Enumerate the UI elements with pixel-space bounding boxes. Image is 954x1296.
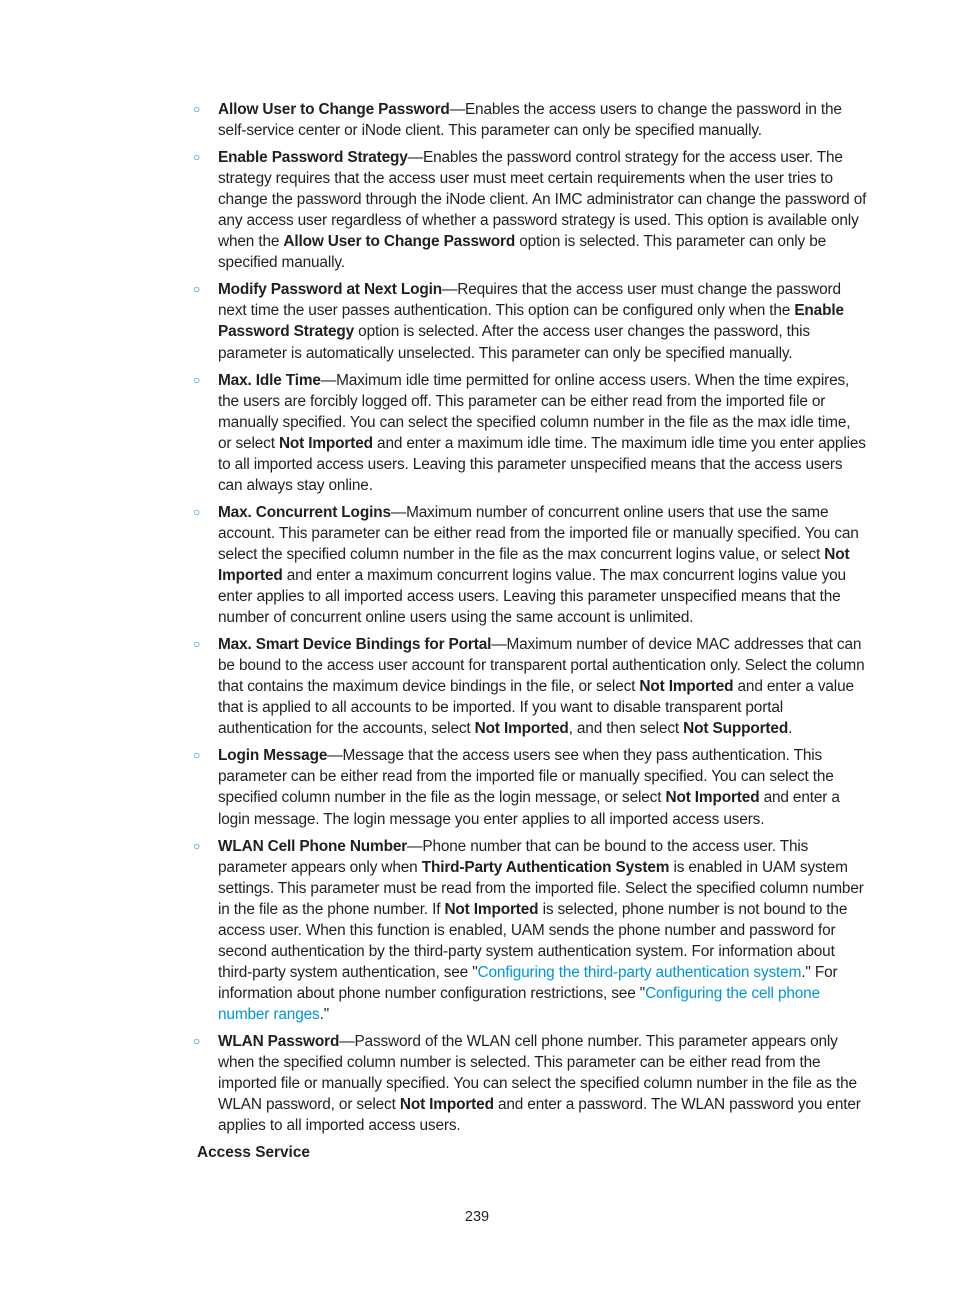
item-title: WLAN Password [218,1032,340,1050]
item-title: WLAN Cell Phone Number [218,837,408,855]
item-title: Allow User to Change Password [218,101,450,118]
item-text: . [788,720,793,738]
item-text: and enter a value that is applied to all accounts to be imported. If you want to disable transparent portal authentication for the accounts, select [218,678,854,738]
item-text: and enter a maximum idle time. The maximum idle time you enter applies to all imported access users. Leaving this parameter unspecified means that the access users can always stay online. [218,434,866,494]
page-number: 239 [464,1209,490,1225]
option-name: Third-Party Authentication System [421,858,670,876]
item-text: —Password of the WLAN cell phone number. This parameter appears only when the specified column number is selected. This parameter can be either read from the imported file or manually specified. You can select the specified column number in the file as the WLAN password, or select [218,1032,857,1114]
option-name: Not Imported [444,900,539,918]
item-text: , and then select [568,720,684,738]
item-text: —Enables the password control strategy for the access user. The strategy requires that the access user must meet certain requirements when the user tries to change the password through the iNode client. An IMC administrator can change the password of any access user regardless of whether a password strategy is used. This option is available only when the [218,149,867,251]
item-text: and enter a maximum concurrent logins value. The max concurrent logins value you enter applies to all imported access users. Leaving this parameter unspecified means that the number of concurrent online users using the same account is unlimited. [218,566,846,627]
item-title: Max. Concurrent Logins [218,503,391,521]
item-text: —Phone number that can be bound to the access user. This parameter appears only when [218,837,809,876]
item-text: —Requires that the access user must change the password next time the user passes authentication. This option can be configured only when the [218,281,841,320]
section-heading-access-service: Access Service [197,1144,310,1162]
option-name: Not Supported [683,720,789,738]
hollow-circle-icon: ○ [193,150,201,165]
option-name: Not Imported [639,678,734,696]
option-name: Not Imported [399,1096,494,1114]
hollow-circle-icon: ○ [193,748,201,763]
item-text: is enabled in UAM system settings. This parameter must be read from the imported file. Select the specified column number in the file as the phone number. If [218,858,864,918]
hollow-circle-icon: ○ [193,504,201,519]
list-item-max-smart-device-bindings [191,634,867,739]
item-text: —Message that the access users see when they pass authentication. This parameter can be either read from the imported file or manually specified. You can select the specified column number in the file as the login message, or select [218,747,834,807]
item-title: Login Message [218,747,328,765]
option-name: Not Imported [218,545,850,584]
list-item-enable-password-strategy [191,147,867,273]
option-name: Enable Password Strategy [218,302,844,341]
list-item-wlan-cell-phone-number [191,836,867,1025]
hollow-circle-icon: ○ [193,1033,201,1048]
list-item-max-idle-time [191,370,867,496]
item-text: and enter a password. The WLAN password you enter applies to all imported access users. [218,1096,861,1135]
item-text: option is selected. This parameter can only be specified manually. [218,233,827,272]
item-text: —Enables the access users to change the password in the self-service center or iNode client. This parameter can only be specified manually. [218,101,842,140]
list-item-max-concurrent-logins [191,502,867,628]
list-item-modify-password-next-login [191,279,867,363]
list-item-wlan-password [191,1031,867,1136]
option-name: Not Imported [665,789,760,807]
hollow-circle-icon: ○ [193,637,201,652]
item-text: ." [319,1005,330,1023]
option-name: Allow User to Change Password [283,233,516,251]
item-text: —Maximum number of device MAC addresses that can be bound to the access user account for transparent portal authentication only. Select the column that contains the maximum device bindings in the file, or select [218,636,865,696]
hollow-circle-icon: ○ [193,372,201,387]
document-body [191,99,867,1163]
link-cell-phone-number-ranges[interactable]: Configuring the cell phone number ranges [218,984,820,1023]
hollow-circle-icon: ○ [193,102,201,116]
item-title: Max. Idle Time [218,371,321,389]
item-text: is selected, phone number is not bound to the access user. When this function is enabled, UAM sends the phone number and password for second authentication by the third-party system authentication system. For information about third-party system authentication, see " [218,900,848,981]
list-item-allow-user-change-password [191,99,867,141]
item-text: —Maximum number of concurrent online users that use the same account. This parameter can be either read from the imported file or manually specified. You can select the specified column number in the file as the max concurrent logins value, or select [218,503,859,563]
item-title: Max. Smart Device Bindings for Portal [218,636,492,654]
item-title: Modify Password at Next Login [218,281,442,299]
hollow-circle-icon: ○ [193,838,201,853]
item-text: and enter a login message. The login message you enter applies to all imported access users. [218,789,840,828]
option-name: Not Imported [474,720,569,738]
list-item-login-message [191,745,867,829]
item-text: option is selected. After the access user changes the password, this parameter is automatically unselected. This parameter can only be specified manually. [218,323,810,362]
hollow-circle-icon: ○ [193,282,201,297]
item-text: ." For information about phone number configuration restrictions, see " [218,963,838,1002]
link-third-party-auth-system[interactable]: Configuring the third-party authentication system [477,963,802,981]
option-name: Not Imported [278,434,373,452]
parameter-list [191,99,867,1136]
item-text: —Maximum idle time permitted for online access users. When the time expires, the users are forcibly logged off. This parameter can be either read from the imported file or manually specified. You can select the specified column number in the file as the max idle time, or select [218,371,851,452]
item-title: Enable Password Strategy [218,149,408,167]
